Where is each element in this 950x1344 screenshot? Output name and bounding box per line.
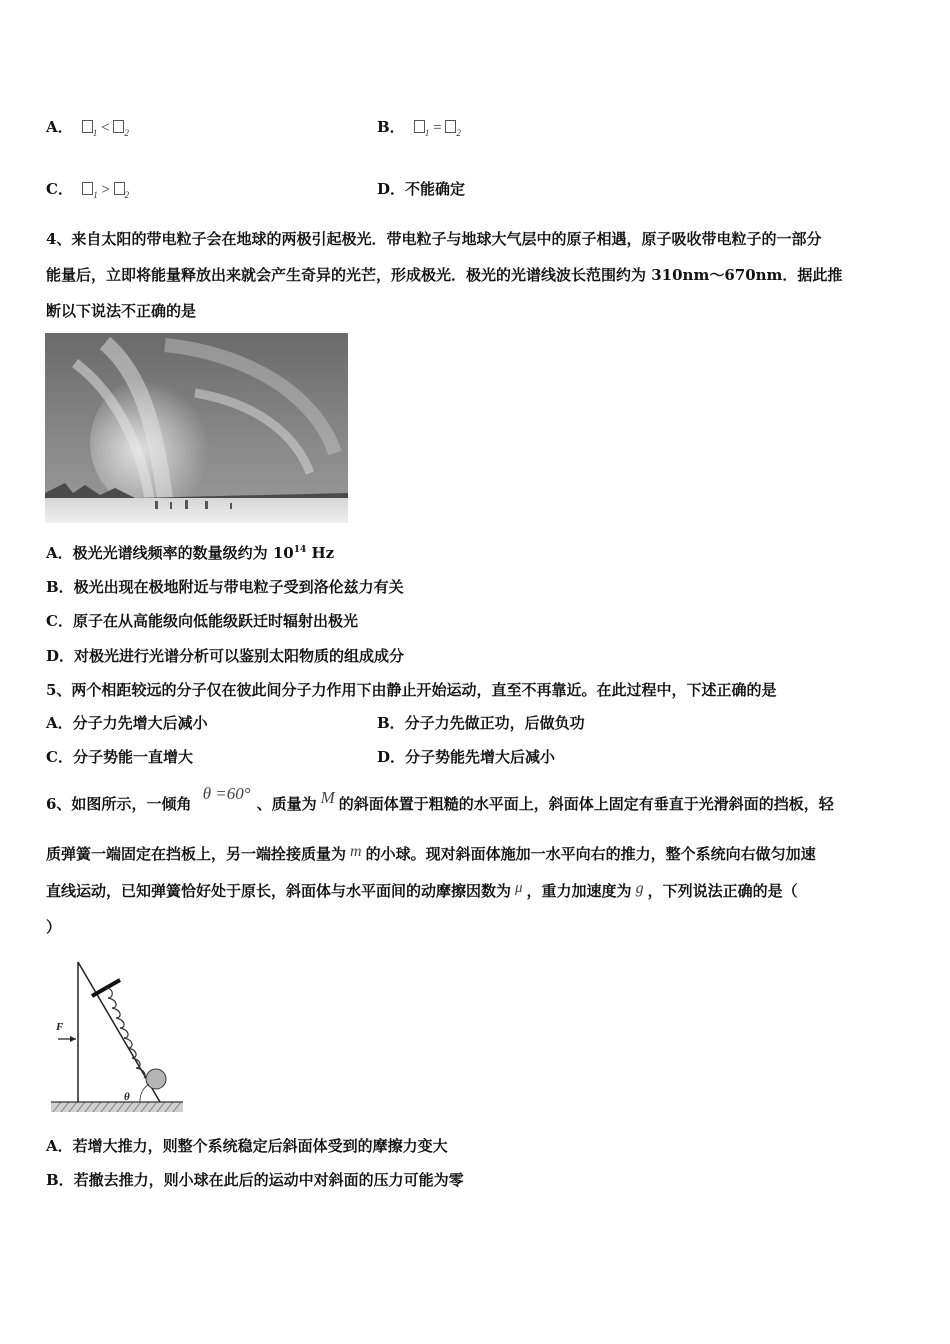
missing-glyph-icon (414, 120, 425, 133)
q3-option-c (46, 178, 129, 201)
mass-symbol-M: M (320, 788, 335, 807)
q6-option-b: B．若撤去推力，则小球在此后的运动中对斜面的压力可能为零 (46, 1171, 464, 1189)
arrow-head-icon (70, 1036, 76, 1042)
subscript: 2 (456, 128, 461, 138)
missing-glyph-icon (82, 182, 93, 195)
missing-glyph-icon (82, 120, 93, 133)
operator: < (101, 120, 110, 136)
q3-option-d: D．不能确定 (377, 180, 466, 198)
q5-option-b: B．分子力先做正功，后做负功 (377, 714, 585, 732)
exponent: 14 (293, 545, 307, 555)
q4-option-c: C．原子在从高能级向低能级跃迁时辐射出极光 (46, 612, 358, 630)
mass-symbol-m: m (350, 843, 362, 860)
q6-stem-line3 (46, 880, 798, 903)
formula (82, 182, 129, 198)
q4-option-d: D．对极光进行光谱分析可以鉴别太阳物质的组成成分 (46, 647, 405, 665)
stem-text: 、质量为 (256, 795, 317, 813)
q6-option-a: A．若增大推力，则整个系统稳定后斜面体受到的摩擦力变大 (46, 1137, 448, 1155)
stem-text: 直线运动，已知弹簧恰好处于原长，斜面体与水平面间的动摩擦因数为 (46, 882, 512, 900)
option-label: B． (377, 118, 405, 136)
aurora-image-icon (45, 333, 348, 523)
formula (82, 120, 129, 136)
option-label: A． (46, 118, 73, 136)
q6-stem-line2 (46, 843, 816, 866)
subscript: 2 (124, 128, 129, 138)
q5-option-c: C．分子势能一直增大 (46, 748, 193, 766)
option-text: A．极光光谱线频率的数量级约为 10 (46, 544, 294, 562)
stem-text: ，下列说法正确的是（ (647, 882, 798, 900)
q3-option-a (46, 116, 129, 139)
aurora-photo (45, 333, 348, 523)
missing-glyph-icon (114, 182, 125, 195)
incline-figure-icon (48, 950, 188, 1120)
angle-formula: θ =60° (202, 784, 251, 803)
angle-label: θ (124, 1091, 130, 1103)
missing-glyph-icon (445, 120, 456, 133)
option-label: C． (46, 180, 73, 198)
q4-option-b: B．极光出现在极地附近与带电粒子受到洛伦兹力有关 (46, 578, 404, 596)
force-label: F (56, 1021, 64, 1033)
subscript: 1 (93, 190, 98, 200)
stem-text: 的小球。现对斜面体施加一水平向右的推力，整个系统向右做匀加速 (365, 845, 816, 863)
q5-option-a: A．分子力先增大后减小 (46, 714, 208, 732)
subscript: 1 (424, 128, 430, 138)
q6-stem-line4: ） (46, 918, 62, 936)
spring (106, 988, 145, 1078)
q4-stem-line2: 能量后，立即将能量释放出来就会产生奇异的光芒，形成极光．极光的光谱线波长范围约为 310nm～670nm．据此推 (46, 266, 843, 284)
ground-hatch (51, 1102, 183, 1112)
q5-stem: 5、两个相距较远的分子仅在彼此间分子力作用下由静止开始运动，直至不再靠近。在此过程中，下述正确的是 (46, 681, 777, 699)
q3-option-b (377, 116, 461, 139)
subscript: 1 (92, 128, 98, 138)
formula (414, 120, 461, 136)
g-symbol: g (635, 880, 644, 897)
stem-text: 的斜面体置于粗糙的水平面上，斜面体上固定有垂直于光滑斜面的挡板，轻 (338, 795, 834, 813)
stem-text: 6、如图所示，一倾角 (46, 795, 192, 813)
q4-stem-line1: 4、来自太阳的带电粒子会在地球的两极引起极光．带电粒子与地球大气层中的原子相遇，原子吸收带电粒子的一部分 (46, 230, 822, 248)
angle-arc (140, 1084, 149, 1102)
option-unit: Hz (306, 544, 335, 562)
q4-option-a (46, 542, 334, 564)
operator: > (101, 182, 110, 198)
q4-stem-line3: 断以下说法不正确的是 (46, 302, 197, 320)
incline-diagram (48, 950, 188, 1120)
q6-stem-line1 (46, 784, 834, 815)
stem-text: 质弹簧一端固定在挡板上，另一端拴接质量为 (46, 845, 347, 863)
operator: = (433, 120, 442, 136)
mu-symbol: μ (515, 880, 523, 896)
q5-option-d: D．分子势能先增大后减小 (377, 748, 556, 766)
missing-glyph-icon (113, 120, 124, 133)
ball (146, 1069, 166, 1089)
subscript: 2 (124, 190, 130, 200)
stem-text: ，重力加速度为 (526, 882, 632, 900)
